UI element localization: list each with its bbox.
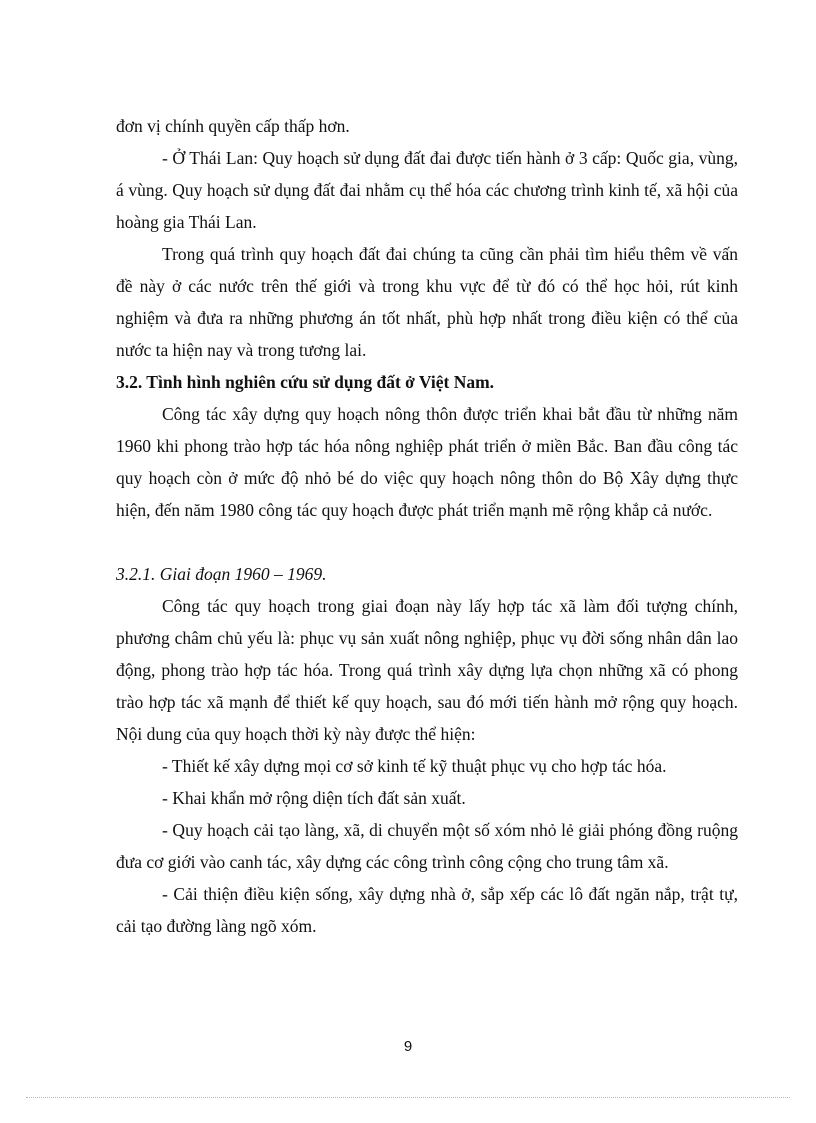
- paragraph-continuation: đơn vị chính quyền cấp thấp hơn.: [116, 116, 350, 136]
- list-item-expand-land: - Khai khẩn mở rộng diện tích đất sản xuất.: [162, 788, 466, 808]
- paragraph-thailand: - Ở Thái Lan: Quy hoạch sử dụng đất đai được tiến hành ở 3 cấp: Quốc gia, vùng, á vùng. Quy hoạch sử dụng đất đai nhằm cụ thể hóa các chương trình kinh tế, xã hội của hoàng gia Thái Lan.: [116, 148, 738, 232]
- paragraph-period-1960-1969: Công tác quy hoạch trong giai đoạn này lấy hợp tác xã làm đối tượng chính, phương châm chủ yếu là: phục vụ sản xuất nông nghiệp, phục vụ đời sống nhân dân lao động, phong trào hợp tác hóa. Trong quá trình xây dựng lựa chọn những xã có phong trào hợp tác xã mạnh để thiết kế quy hoạch, sau đó mới tiến hành mở rộng quy hoạch. Nội dung của quy hoạch thời kỳ này được thể hiện:: [116, 596, 738, 744]
- page-number: 9: [403, 1038, 413, 1055]
- paragraph-world-experience: Trong quá trình quy hoạch đất đai chúng ta cũng cần phải tìm hiểu thêm về vấn đề này ở các nước trên thế giới và trong khu vực để từ đó có thể học hỏi, rút kinh nghiệm và đưa ra những phương án tốt nhất, phù hợp nhất trong điều kiện có thể của nước ta hiện nay và trong tương lai.: [116, 244, 738, 360]
- list-item-living-conditions: - Cải thiện điều kiện sống, xây dựng nhà ở, sắp xếp các lô đất ngăn nắp, trật tự, cải tạo đường làng ngõ xóm.: [116, 884, 738, 936]
- paragraph-rural-planning: Công tác xây dựng quy hoạch nông thôn được triển khai bắt đầu từ những năm 1960 khi phong trào hợp tác hóa nông nghiệp phát triển ở miền Bắc. Ban đầu công tác quy hoạch còn ở mức độ nhỏ bé do việc quy hoạch nông thôn do Bộ Xây dựng thực hiện, đến năm 1980 công tác quy hoạch được phát triển mạnh mẽ rộng khắp cả nước.: [116, 404, 738, 520]
- subsection-heading-3-2-1: 3.2.1. Giai đoạn 1960 – 1969.: [116, 564, 327, 584]
- page-body: [116, 110, 738, 942]
- section-heading-3-2: 3.2. Tình hình nghiên cứu sử dụng đất ở Việt Nam.: [116, 372, 495, 392]
- list-item-design: - Thiết kế xây dựng mọi cơ sở kinh tế kỹ thuật phục vụ cho hợp tác hóa.: [162, 756, 667, 776]
- list-item-village-renovation: - Quy hoạch cải tạo làng, xã, di chuyển một số xóm nhỏ lẻ giải phóng đồng ruộng đưa cơ giới vào canh tác, xây dựng các công trình công cộng cho trung tâm xã.: [116, 820, 738, 872]
- page-bottom-divider: [26, 1097, 790, 1098]
